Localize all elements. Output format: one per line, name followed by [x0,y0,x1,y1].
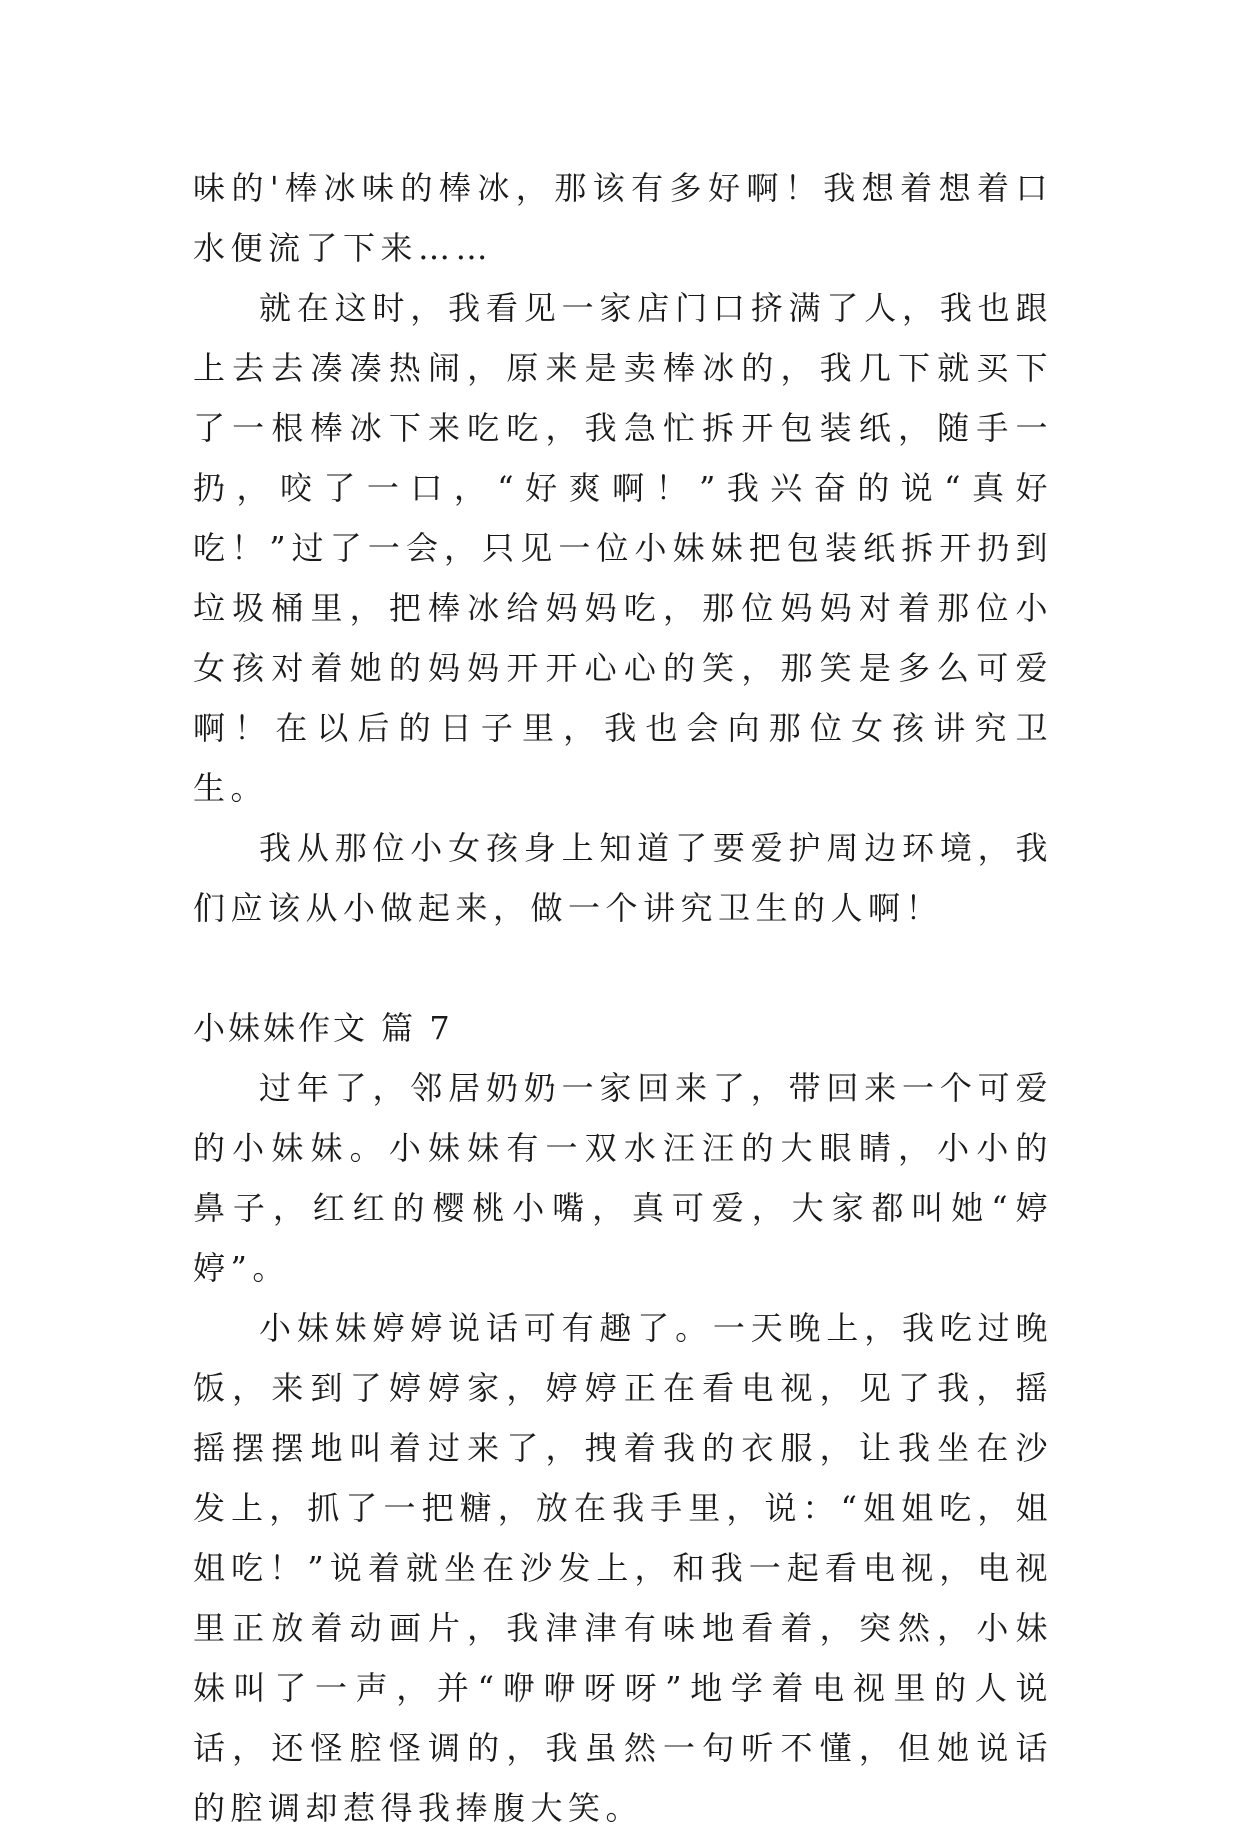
section-title: 小妹妹作文 篇 7 [193,1009,453,1047]
paragraph-introduction: 过年了，邻居奶奶一家回来了，带回来一个可爱的小妹妹。小妹妹有一双水汪汪的大眼睛，小小的鼻子，红红的樱桃小嘴，真可爱，大家都叫她“婷婷”。 [193,1069,1053,1287]
document-page [193,158,1053,1838]
paragraph-continuation: 味的'棒冰味的棒冰，那该有多好啊！我想着想着口水便流了下来…… [193,169,1053,267]
paragraph-conclusion: 我从那位小女孩身上知道了要爱护周边环境，我们应该从小做起来，做一个讲究卫生的人啊！ [193,829,1053,927]
paragraph-ice-pop-shop: 就在这时，我看见一家店门口挤满了人，我也跟上去去凑凑热闹，原来是卖棒冰的，我几下就买下了一根棒冰下来吃吃，我急忙拆开包装纸，随手一扔，咬了一口，“好爽啊！”我兴奋的说“真好吃！”过了一会，只见一位小妹妹把包装纸拆开扔到垃圾桶里，把棒冰给妈妈吃，那位妈妈对着那位小女孩对着她的妈妈开开心心的笑，那笑是多么可爱啊！在以后的日子里，我也会向那位女孩讲究卫生。 [193,289,1053,807]
paragraph-story: 小妹妹婷婷说话可有趣了。一天晚上，我吃过晚饭，来到了婷婷家，婷婷正在看电视，见了我，摇摇摆摆地叫着过来了，拽着我的衣服，让我坐在沙发上，抓了一把糖，放在我手里，说：“姐姐吃，姐姐吃！”说着就坐在沙发上，和我一起看电视，电视里正放着动画片，我津津有味地看着，突然，小妹妹叫了一声，并“咿咿呀呀”地学着电视里的人说话，还怪腔怪调的，我虽然一句听不懂，但她说话的腔调却惹得我捧腹大笑。 [193,1309,1053,1827]
